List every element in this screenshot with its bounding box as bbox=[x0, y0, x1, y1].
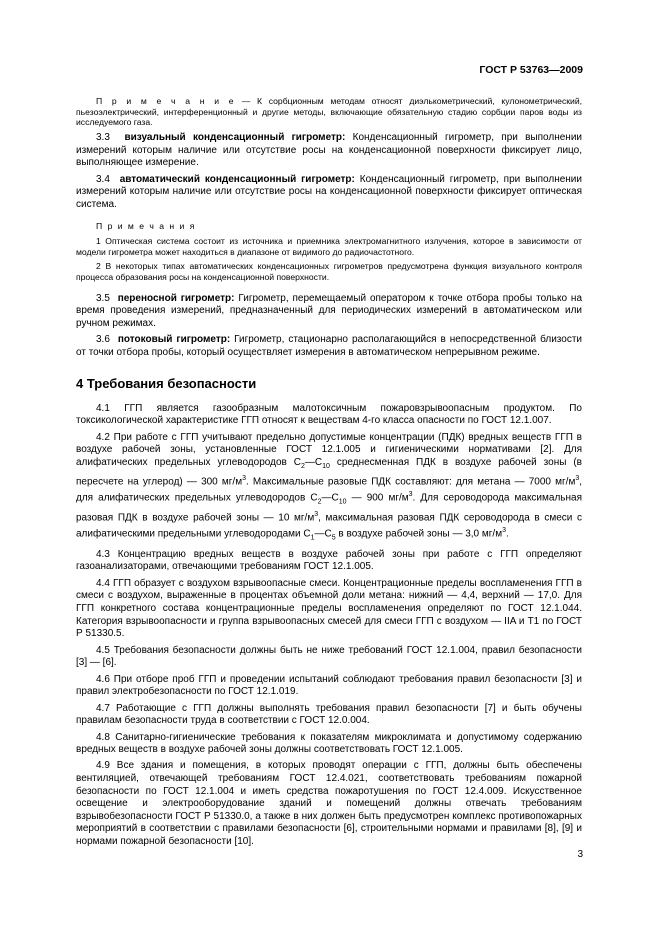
note-label: П р и м е ч а н и е bbox=[96, 96, 235, 106]
standard-header: ГОСТ Р 53763—2009 bbox=[479, 64, 583, 76]
term: автоматический конденсационный гигрометр: bbox=[119, 173, 355, 185]
note-item-2: 2 В некоторых типах автоматических конденсационных гигрометров предусмотрена функция визуального контроля процесса образования росы на конденсационной поверхности. bbox=[76, 261, 582, 283]
paragraph-4-6: 4.6 При отборе проб ГГП и проведении испытаний соблюдают требования правил безопасности [3] и правил электробезопасности по ГОСТ 12.1.019. bbox=[76, 673, 582, 698]
note-sorption: П р и м е ч а н и е — К сорбционным методам относят диэлькометрический, кулонометрический, пьезоэлектрический, интерференционный и другие методы, включающие обязательную стадию сорбции паров воды из исследуемого газа. bbox=[76, 96, 583, 128]
page-content bbox=[76, 96, 582, 852]
paragraph-4-1: 4.1 ГГП является газообразным малотоксичным пожаровзрывоопасным продуктом. По токсикологической характеристике ГГП относят к веществам 4-го класса опасности по ГОСТ 12.1.007. bbox=[76, 402, 582, 427]
page-number: 3 bbox=[577, 849, 583, 860]
note-item-1: 1 Оптическая система состоит из источника и приемника электромагнитного излучения, которое в зависимости от модели гигрометра может находиться в диапазоне от видимого до радиочастотного. bbox=[76, 235, 582, 257]
notes-label: П р и м е ч а н и я bbox=[96, 221, 196, 232]
paragraph-4-5: 4.5 Требования безопасности должны быть не ниже требований ГОСТ 12.1.004, правил безопасности [3] — [6]. bbox=[76, 644, 582, 669]
paragraph-4-9: 4.9 Все здания и помещения, в которых проводят операции с ГГП, должны быть обеспечены вентиляцией, отвечающей требованиям ГОСТ 12.4.021, соответствовать требованиям пожарной безопасности по ГОСТ 12.1.004 и иметь средства пожаротушения по ГОСТ 12.4.009. Искусственное освещение и электрооборудование зданий и помещений должны отвечать требованиям взрывобезопасности ГОСТ Р 51330.0, а также в них должен быть предусмотрен комплекс противопожарных мероприятий в соответствии с правилами безопасности [6], строительными нормами и правилами [8], [9] и нормами пожарной безопасности [10]. bbox=[76, 760, 582, 848]
term: переносной гигрометр: bbox=[117, 292, 235, 304]
paragraph-4-3: 4.3 Концентрацию вредных веществ в воздухе рабочей зоны при работе с ГГП определяют газоанализаторами, отвечающими требованиям ГОСТ 12.1.005. bbox=[76, 548, 582, 573]
definition-3-4: 3.4 автоматический конденсационный гигрометр: Конденсационный гигрометр, при выполнении измерений которым наличие или отсутствие росы на конденсационной поверхности фиксирует оптическая система. bbox=[76, 173, 582, 210]
paragraph-4-2: 4.2 При работе с ГГП учитывают предельно допустимые концентрации (ПДК) вредных веществ ГГП в воздухе рабочей зоны, установленные ГОСТ 12.1.005 и гигиеническими нормативами [2]. Для алифатических предельных углеводородов $С_2—С_{10}$ среднесменная ПДК в воздухе рабочей зоны (в пересчете на углерод) — 300 $мг/м^3$. Максимальные разовые ПДК составляют: для метана — 7000 $мг/м^3$, для алифатических предельных углеводородов $С_2—С_{10}$ — 900 $мг/м^3$. Для сероводорода максимальная разовая ПДК в воздухе рабочей зоны — 10 $мг/м^3$, максимальная разовая ПДК сероводорода в смеси с алифатическими предельными углеводородами $С_1—С_5$ в воздухе рабочей зоны — 3,0 $мг/м^3$. bbox=[76, 431, 583, 542]
paragraph-4-4: 4.4 ГГП образует с воздухом взрывоопасные смеси. Концентрационные пределы воспламенения ГГП в смеси с воздухом, выраженные в процентах объемной доли метана: нижний — 4,4, верхний — 17,0. Для ГГП конкретного состава концентрационные пределы воспламенения определяют по ГОСТ 12.1.044. Категория взрывоопасности и группа взрывоопасных смесей для смеси ГГП с воздухом — IIA и Т1 по ГОСТ Р 51330.5. bbox=[76, 577, 582, 640]
definition-3-6: 3.6 потоковый гигрометр: Гигрометр, стационарно располагающийся в непосредственной близости от точки отбора пробы, который осуществляет измерения в автоматическом непрерывном режиме. bbox=[76, 334, 582, 358]
definition-3-5: 3.5 переносной гигрометр: Гигрометр, перемещаемый оператором к точке отбора пробы только на время проведения измерений, предназначенный для периодических измерений в автоматическом или ручном режимах. bbox=[76, 292, 582, 329]
term: визуальный конденсационный гигрометр: bbox=[124, 132, 346, 144]
paragraph-4-8: 4.8 Санитарно-гигиенические требования к показателям микроклимата и допустимому содержанию вредных веществ в воздухе рабочей зоны должны соответствовать ГОСТ 12.1.005. bbox=[76, 731, 582, 756]
term: потоковый гигрометр: bbox=[117, 334, 231, 346]
definition-3-3: 3.3 визуальный конденсационный гигрометр: Конденсационный гигрометр, при выполнении измерений которым наличие или отсутствие росы на конденсационной поверхности фиксирует лицо, выполняющее измерение. bbox=[76, 132, 582, 169]
section-4-heading: 4 Требования безопасности bbox=[76, 375, 257, 391]
paragraph-4-7: 4.7 Работающие с ГГП должны выполнять требования правил безопасности [7] и быть обучены правилам безопасности труда в соответствии с ГОСТ 12.0.004. bbox=[76, 702, 582, 727]
